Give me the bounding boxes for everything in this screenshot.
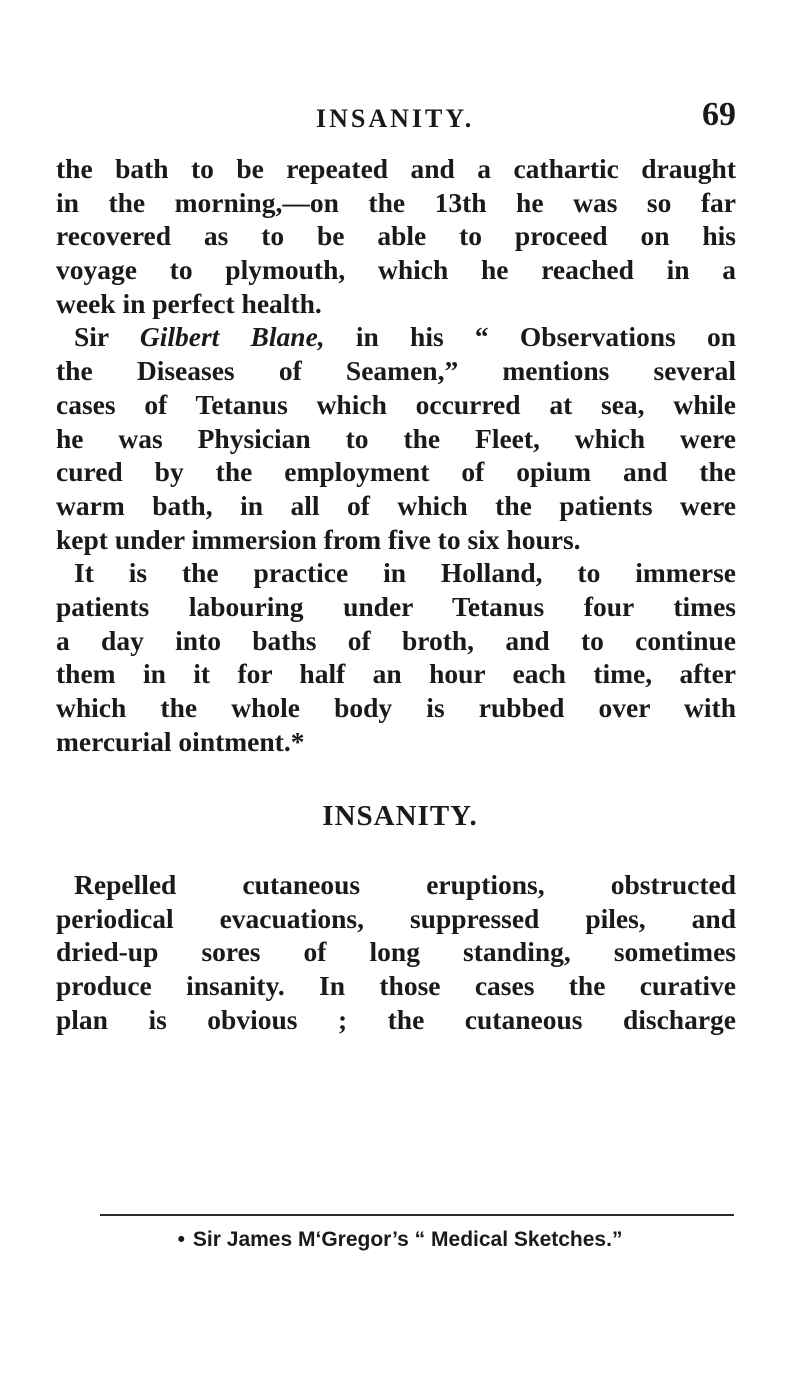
text-fragment: Sir bbox=[74, 321, 140, 353]
text-line: plan is obvious ; the cutaneous discharge bbox=[56, 1003, 736, 1035]
text-line: recovered as to be able to proceed on his bbox=[56, 220, 736, 252]
text-line: week in perfect health. bbox=[56, 287, 322, 319]
text-line: periodical evacuations, suppressed piles, and bbox=[56, 902, 736, 934]
text-line: patients labouring under Tetanus four times bbox=[56, 590, 736, 622]
text-line: Repelled cutaneous eruptions, obstructed bbox=[74, 869, 736, 900]
text-line: voyage to plymouth, which he reached in a bbox=[56, 254, 736, 286]
footnote-divider bbox=[100, 1214, 734, 1216]
text-line: dried-up sores of long standing, sometimes bbox=[56, 936, 736, 968]
text-line: It is the practice in Holland, to immerse bbox=[74, 557, 736, 589]
page-number: 69 bbox=[702, 96, 736, 133]
text-line: mercurial ointment.* bbox=[56, 725, 305, 757]
text-line: a day into baths of broth, and to continue bbox=[56, 624, 736, 656]
text-line: he was Physician to the Fleet, which were bbox=[56, 422, 736, 454]
text-line: the bath to be repeated and a cathartic draught bbox=[56, 153, 736, 184]
footnote bbox=[0, 1228, 800, 1252]
footnote-text: Sir James M‘Gregor’s “ Medical Sketches.” bbox=[192, 1228, 623, 1251]
person-name: Gilbert Blane, bbox=[139, 321, 325, 353]
body-text bbox=[56, 152, 736, 758]
running-head bbox=[60, 96, 740, 140]
text-fragment: in his “ Observations on bbox=[324, 321, 736, 353]
text-line: cases of Tetanus which occurred at sea, while bbox=[56, 388, 736, 420]
footnote-mark: • bbox=[177, 1228, 185, 1251]
text-line: in the morning,—on the 13th he was so far bbox=[56, 186, 736, 218]
text-line: produce insanity. In those cases the curative bbox=[56, 970, 736, 1002]
paragraph-first-line bbox=[56, 320, 736, 354]
text-line: the Diseases of Seamen,” mentions several bbox=[56, 355, 736, 387]
text-line: warm bath, in all of which the patients were bbox=[56, 489, 736, 521]
text-line: them in it for half an hour each time, after bbox=[56, 658, 736, 690]
text-line: which the whole body is rubbed over with bbox=[56, 692, 736, 723]
text-line: cured by the employment of opium and the bbox=[56, 456, 736, 488]
section-heading: INSANITY. bbox=[322, 800, 478, 832]
text-line: kept under immersion from five to six hours. bbox=[56, 523, 581, 555]
running-title: INSANITY. bbox=[316, 104, 475, 133]
section-text bbox=[56, 868, 736, 1036]
